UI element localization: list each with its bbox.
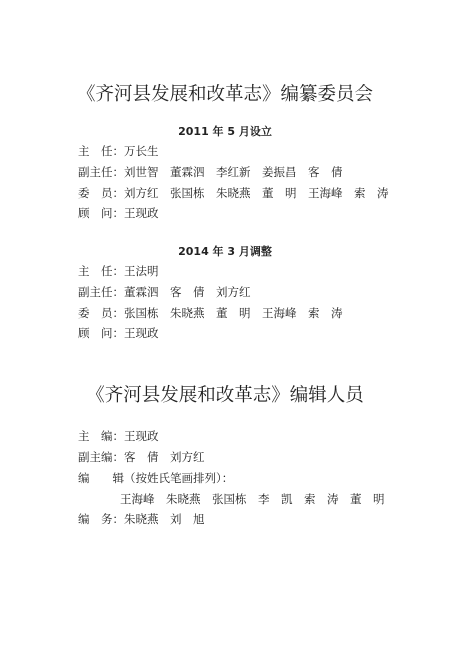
period2-heading: 2014 年 3 月调整	[178, 245, 272, 258]
period2-row-advisor	[78, 325, 159, 341]
period1-row-director	[78, 143, 159, 159]
editors-row-affairs	[78, 511, 205, 527]
editors-title: 《齐河县发展和改革志》编辑人员	[86, 385, 364, 406]
row-value: 刘方红 张国栋 朱晓燕 董 明 王海峰 索 涛	[124, 186, 389, 200]
row-value: 王现政	[124, 206, 159, 220]
editors-row-editing	[78, 470, 233, 486]
row-value: 刘世智 董霖泗 李红新 姜振昌 客 倩	[124, 165, 343, 179]
period2-row-deputy	[78, 284, 251, 300]
editors-row-deputy	[78, 449, 205, 465]
row-label: 主 任：	[78, 144, 124, 158]
row-label: 副主编：	[78, 450, 124, 464]
period1-heading: 2011 年 5 月设立	[178, 125, 272, 138]
period2-row-members	[78, 305, 343, 321]
editors-row-editor-names	[120, 491, 385, 507]
row-label: 副主任：	[78, 285, 124, 299]
row-label: 委 员：	[78, 306, 124, 320]
row-label: 顾 问：	[78, 326, 124, 340]
row-value: 张国栋 朱晓燕 董 明 王海峰 索 涛	[124, 306, 343, 320]
row-value: 客 倩 刘方红	[124, 450, 205, 464]
period2-row-director	[78, 263, 159, 279]
row-value: （按姓氏笔画排列）：	[124, 471, 234, 485]
row-label: 主 编：	[78, 429, 124, 443]
row-value: 王现政	[124, 326, 159, 340]
row-value: 王法明	[124, 264, 159, 278]
row-value: 董霖泗 客 倩 刘方红	[124, 285, 251, 299]
row-value: 王海峰 朱晓燕 张国栋 李 凯 索 涛 董 明	[120, 492, 385, 506]
period1-row-deputy	[78, 164, 343, 180]
row-label: 委 员：	[78, 186, 124, 200]
row-value: 万长生	[124, 144, 159, 158]
editors-row-chief	[78, 428, 159, 444]
row-label: 主 任：	[78, 264, 124, 278]
row-value: 王现政	[124, 429, 159, 443]
period1-row-advisor	[78, 205, 159, 221]
committee-title: 《齐河县发展和改革志》编纂委员会	[76, 84, 373, 105]
period1-row-members	[78, 185, 389, 201]
row-label: 编 务：	[78, 512, 124, 526]
row-label: 顾 问：	[78, 206, 124, 220]
row-label: 副主任：	[78, 165, 124, 179]
row-label: 编 辑	[78, 471, 124, 485]
row-value: 朱晓燕 刘 旭	[124, 512, 205, 526]
